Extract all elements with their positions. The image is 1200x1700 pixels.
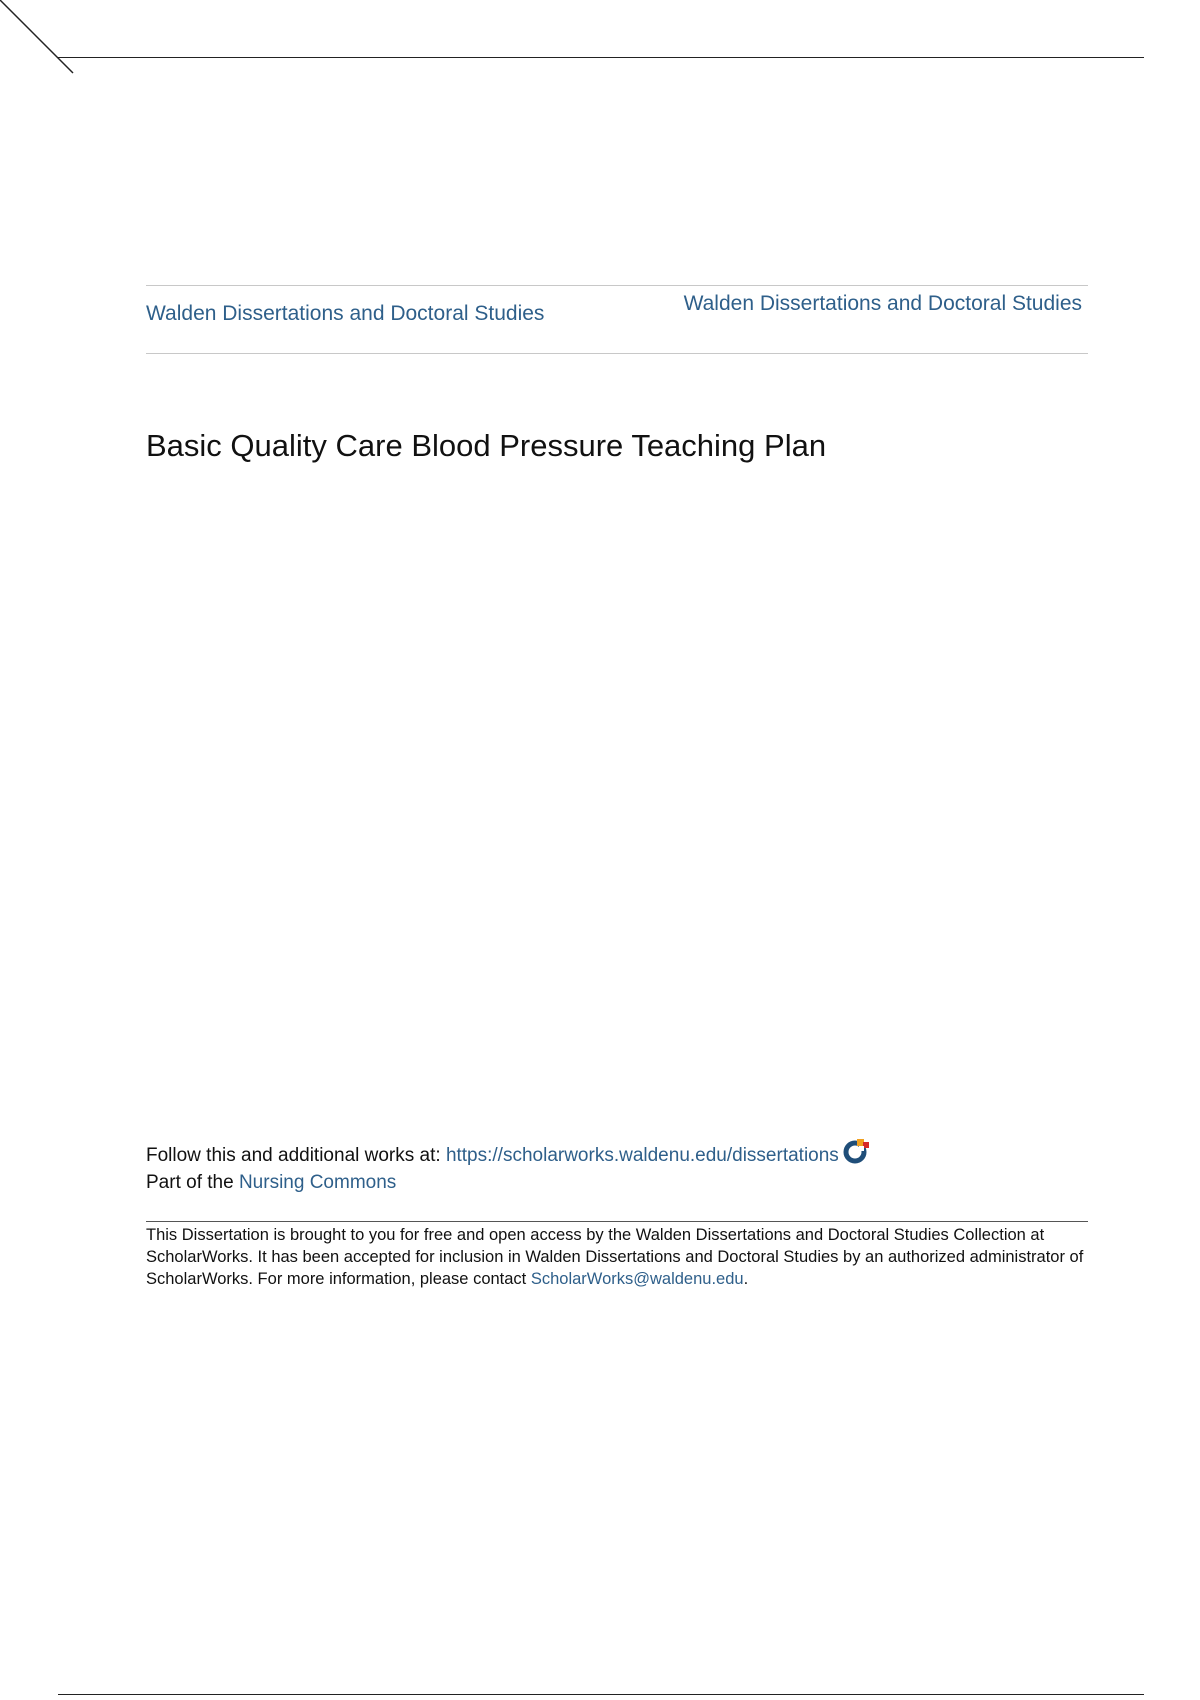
corner-crop-mark [0,0,100,80]
notice-text: This Dissertation is brought to you for free and open access by the Walden Dissertations and Doctoral Studies Collection at ScholarWorks. It has been accepted for inclusion in Walden Dissertations and Doctoral Studies by an authorized administrator of ScholarWorks. For more information, please contact [146,1226,1084,1288]
part-of-prefix: Part of the [146,1172,239,1193]
collection-link-right[interactable]: Walden Dissertations and Doctoral Studies [683,292,1082,315]
part-of-line [146,1172,396,1194]
document-title: Basic Quality Care Blood Pressure Teaching Plan [146,428,827,463]
collection-link-left[interactable]: Walden Dissertations and Doctoral Studies [146,302,545,325]
follow-line [146,1137,871,1171]
access-notice [146,1221,1088,1290]
nursing-commons-link[interactable]: Nursing Commons [238,1172,397,1193]
follow-prefix: Follow this and additional works at: [146,1145,446,1166]
top-rule [58,57,1144,58]
contact-email-link[interactable]: ScholarWorks@waldenu.edu [530,1270,744,1288]
header-band [146,285,1088,354]
notice-suffix: . [743,1270,749,1288]
bottom-rule [58,1694,1144,1695]
repository-badge-icon [843,1137,871,1171]
dissertations-url-link[interactable]: https://scholarworks.waldenu.edu/dissertations [445,1145,839,1166]
